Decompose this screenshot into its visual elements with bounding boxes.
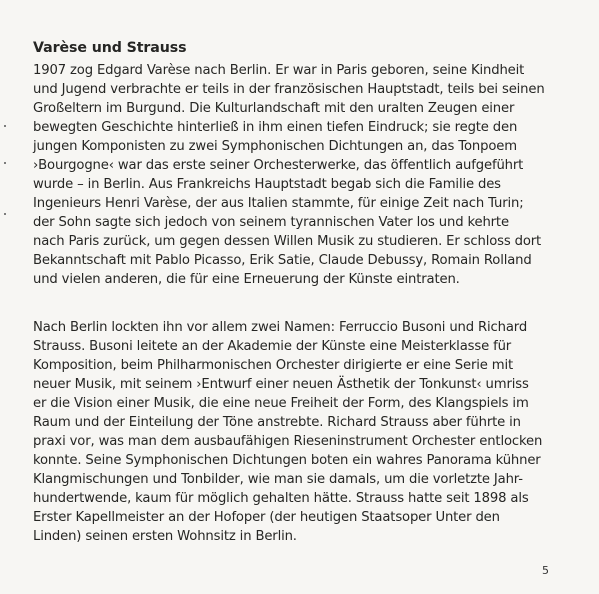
- text-line: Großeltern im Burgund. Die Kulturlandschaft mit den uralten Zeugen einer: [33, 101, 515, 116]
- text-line: Raum und der Einteilung der Töne anstrebte. Richard Strauss aber führte in: [33, 415, 521, 430]
- text-line: Klangmischungen und Tonbilder, wie man sie damals, um die vorletzte Jahr-: [33, 472, 523, 487]
- text-line: Strauss. Busoni leitete an der Akademie der Künste eine Meisterklasse für: [33, 339, 512, 354]
- text-line: nach Paris zurück, um gegen dessen Willen Musik zu studieren. Er schloss dort: [33, 234, 542, 249]
- text-line: neuer Musik, mit seinem ›Entwurf einer neuen Ästhetik der Tonkunst‹ umriss: [33, 377, 529, 392]
- text-line: Nach Berlin lockten ihn vor allem zwei Namen: Ferruccio Busoni und Richard: [33, 320, 528, 335]
- text-line: wurde – in Berlin. Aus Frankreichs Hauptstadt begab sich die Familie des: [33, 177, 501, 192]
- text-line: Bekanntschaft mit Pablo Picasso, Erik Satie, Claude Debussy, Romain Rolland: [33, 253, 532, 268]
- section-heading: Varèse und Strauss: [33, 40, 187, 56]
- text-line: 1907 zog Edgard Varèse nach Berlin. Er war in Paris geboren, seine Kindheit: [33, 63, 525, 78]
- text-line: konnte. Seine Symphonischen Dichtungen boten ein wahres Panorama kühner: [33, 453, 541, 468]
- text-line: Linden) seinen ersten Wohnsitz in Berlin.: [33, 529, 297, 544]
- text-line: jungen Komponisten zu zwei Symphonischen Dichtungen an, das Tonpoem: [33, 139, 517, 154]
- text-line: er die Vision einer Musik, die eine neue Freiheit der Form, des Klangspiels im: [33, 396, 529, 411]
- text-line: der Sohn sagte sich jedoch von seinem tyrannischen Vater los und kehrte: [33, 215, 509, 230]
- text-line: Erster Kapellmeister an der Hofoper (der heutigen Staatsoper Unter den: [33, 510, 500, 525]
- text-line: praxi vor, was man dem ausbaufähigen Rieseninstrument Orchester entlocken: [33, 434, 543, 449]
- binding-mark: [4, 125, 6, 127]
- binding-mark: [4, 213, 6, 215]
- text-line: Komposition, beim Philharmonischen Orchester dirigierte er eine Serie mit: [33, 358, 514, 373]
- text-line: und vielen anderen, die für eine Erneuerung der Künste eintraten.: [33, 272, 460, 287]
- text-line: bewegten Geschichte hinterließ in ihm einen tiefen Eindruck; sie regte den: [33, 120, 518, 135]
- text-line: ›Bourgogne‹ war das erste seiner Orchesterwerke, das öffentlich aufgeführt: [33, 158, 524, 173]
- text-line: Ingenieurs Henri Varèse, der aus Italien stammte, für einige Zeit nach Turin;: [33, 196, 524, 211]
- text-line: hundertwende, kaum für möglich gehalten hätte. Strauss hatte seit 1898 als: [33, 491, 529, 506]
- text-line: und Jugend verbrachte er teils in der französischen Hauptstadt, teils bei seinen: [33, 82, 545, 97]
- binding-mark: [4, 162, 6, 164]
- page-number: 5: [542, 564, 549, 577]
